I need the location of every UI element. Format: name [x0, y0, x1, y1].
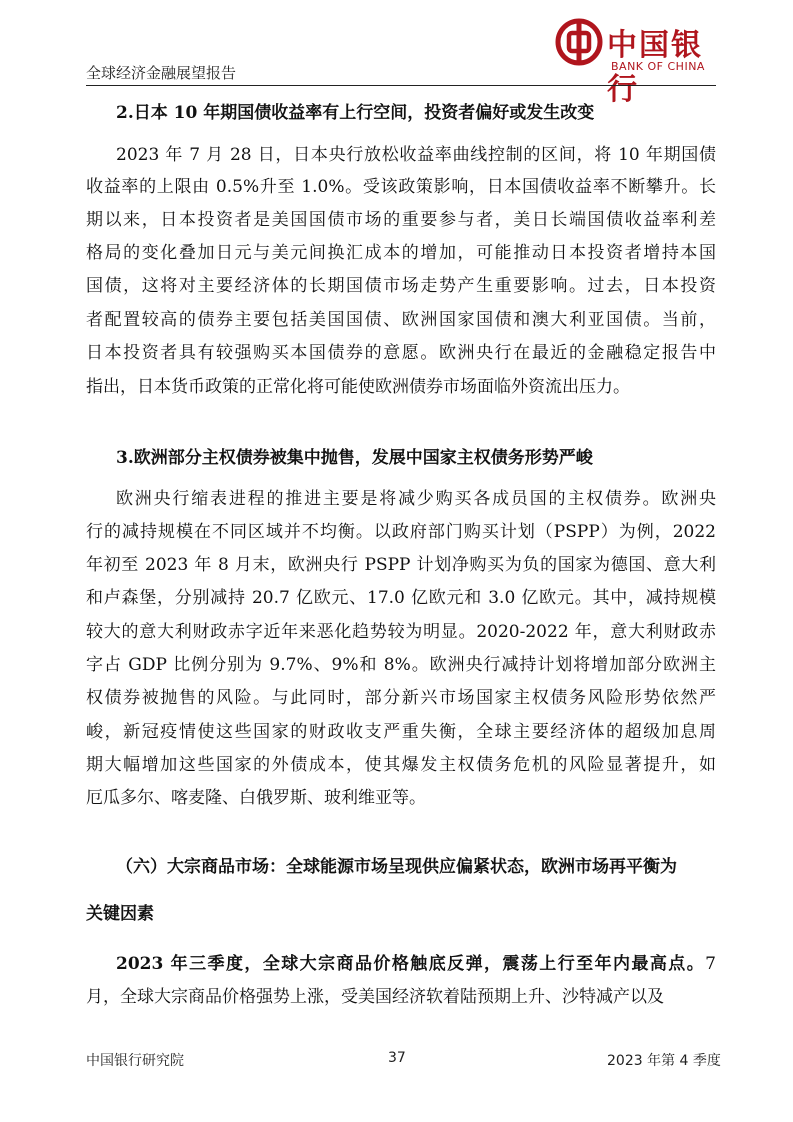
section-6-heading-continued: 关键因素 [86, 904, 154, 924]
section-3-heading: 3.欧洲部分主权债券被集中抛售，发展中国家主权债务形势严峻 [116, 448, 593, 468]
section-2-line: 日本投资者具有较强购买本国债券的意愿。欧洲央行在最近的金融稳定报告中 [86, 343, 716, 363]
section-3-line: 年初至 2023 年 8 月末，欧洲央行 PSPP 计划净购买为负的国家为德国、意大利 [86, 555, 716, 575]
section-3-line: 行的减持规模在不同区域并不均衡。以政府部门购买计划（PSPP）为例，2022 [86, 522, 716, 542]
section-3-line: 厄瓜多尔、喀麦隆、白俄罗斯、玻利维亚等。 [86, 788, 426, 808]
section-3-line: 字占 GDP 比例分别为 9.7%、9%和 8%。欧洲央行减持计划将增加部分欧洲主 [86, 655, 716, 675]
section-3-line: 峻，新冠疫情使这些国家的财政收支严重失衡，全球主要经济体的超级加息周 [86, 722, 716, 742]
header-divider [86, 85, 716, 86]
section-2-line: 格局的变化叠加日元与美元间换汇成本的增加，可能推动日本投资者增持本国 [86, 243, 716, 263]
section-3-line: 和卢森堡，分别减持 20.7 亿欧元、17.0 亿欧元和 3.0 亿欧元。其中，减持规模 [86, 588, 716, 608]
section-6-lead-rest: 7 [705, 954, 716, 974]
section-2-line: 指出，日本货币政策的正常化将可能使欧洲债券市场面临外资流出压力。 [86, 377, 630, 397]
section-6-lead-bold: 2023 年三季度，全球大宗商品价格触底反弹，震荡上行至年内最高点。 [116, 954, 706, 974]
logo-chinese-text: 中国银行 [607, 28, 703, 107]
report-title: 全球经济金融展望报告 [86, 64, 237, 82]
page-number: 37 [388, 1050, 406, 1066]
section-3-line: 期大幅增加这些国家的外债成本，使其爆发主权债务危机的风险显著提升，如 [86, 755, 716, 775]
section-2-line: 期以来，日本投资者是美国国债市场的重要参与者，美日长端国债收益率利差 [86, 210, 716, 230]
section-3-line: 权债券被抛售的风险。与此同时，部分新兴市场国家主权债务风险形势依然严 [86, 688, 716, 708]
section-2-line: 2023 年 7 月 28 日，日本央行放松收益率曲线控制的区间，将 10 年期国债 [116, 145, 716, 165]
footer-publisher: 中国银行研究院 [86, 1053, 184, 1069]
section-6-heading: （六）大宗商品市场：全球能源市场呈现供应偏紧状态，欧洲市场再平衡为 [116, 857, 677, 877]
section-2-line: 国债，这将对主要经济体的长期国债市场走势产生重要影响。过去，日本投资 [86, 276, 716, 296]
logo-english-text: BANK OF CHINA [611, 60, 705, 73]
section-3-line: 较大的意大利财政赤字近年来恶化趋势较为明显。2020-2022 年，意大利财政赤 [86, 622, 716, 642]
bank-of-china-logo [551, 14, 721, 107]
section-6-line: 月，全球大宗商品价格强势上涨，受美国经济软着陆预期上升、沙特减产以及 [86, 987, 664, 1007]
section-2-line: 者配置较高的债券主要包括美国国债、欧洲国家国债和澳大利亚国债。当前， [86, 310, 716, 330]
section-3-line: 欧洲央行缩表进程的推进主要是将减少购买各成员国的主权债券。欧洲央 [116, 489, 716, 509]
section-2-line: 收益率的上限由 0.5%升至 1.0%。受该政策影响，日本国债收益率不断攀升。长 [86, 177, 716, 197]
section-6-lead-line [116, 954, 716, 974]
footer-period: 2023 年第 4 季度 [607, 1053, 721, 1069]
section-2-heading: 2.日本 10 年期国债收益率有上行空间，投资者偏好或发生改变 [116, 103, 595, 123]
bank-of-china-emblem-icon [555, 18, 603, 66]
